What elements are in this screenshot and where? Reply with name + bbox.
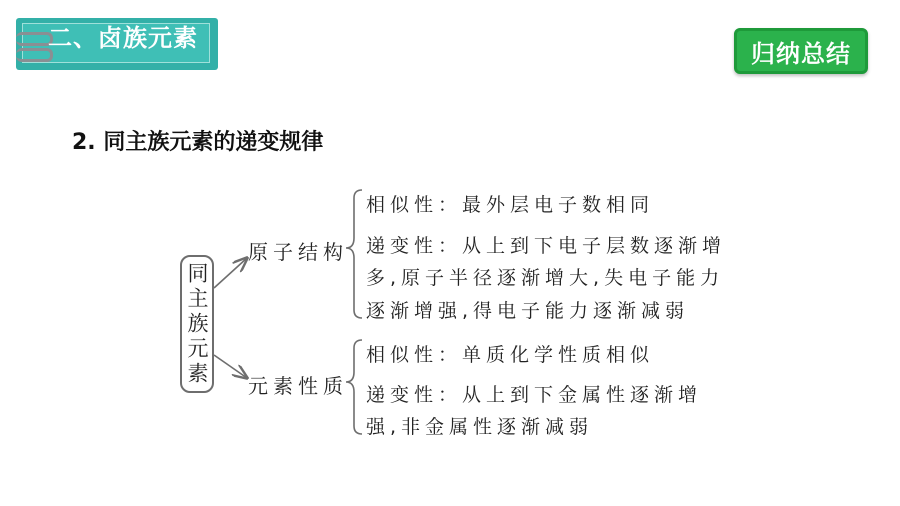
leaf-text: 多,原子半径逐渐增大,失电子能力: [366, 267, 725, 289]
leaf-text: 递变性：从上到下金属性逐渐增: [366, 384, 703, 406]
root-node: [180, 255, 214, 393]
page-heading: 2. 同主族元素的递变规律: [72, 130, 324, 155]
leaf-text: 相似性：单质化学性质相似: [366, 344, 655, 366]
leaf-text: 递变性：从上到下电子层数逐渐增: [366, 235, 727, 257]
root-label: 同主族元素: [185, 261, 209, 387]
summary-badge-label: 归纳总结: [751, 39, 851, 68]
arrow-to-element-properties: [214, 355, 247, 378]
leaf-text: 逐渐增强,得电子能力逐渐减弱: [366, 300, 690, 322]
arrow-to-atomic-structure: [214, 258, 247, 288]
branch-label-element-properties: 元素性质: [248, 374, 348, 398]
section-title: 二、卤族元素: [48, 24, 198, 52]
brace-element-properties: [346, 340, 362, 434]
brace-atomic-structure: [346, 190, 362, 318]
branch-label-atomic-structure: 原子结构: [248, 240, 348, 264]
leaf-text: 相似性：最外层电子数相同: [366, 194, 655, 216]
leaf-text: 强,非金属性逐渐减弱: [366, 416, 594, 438]
